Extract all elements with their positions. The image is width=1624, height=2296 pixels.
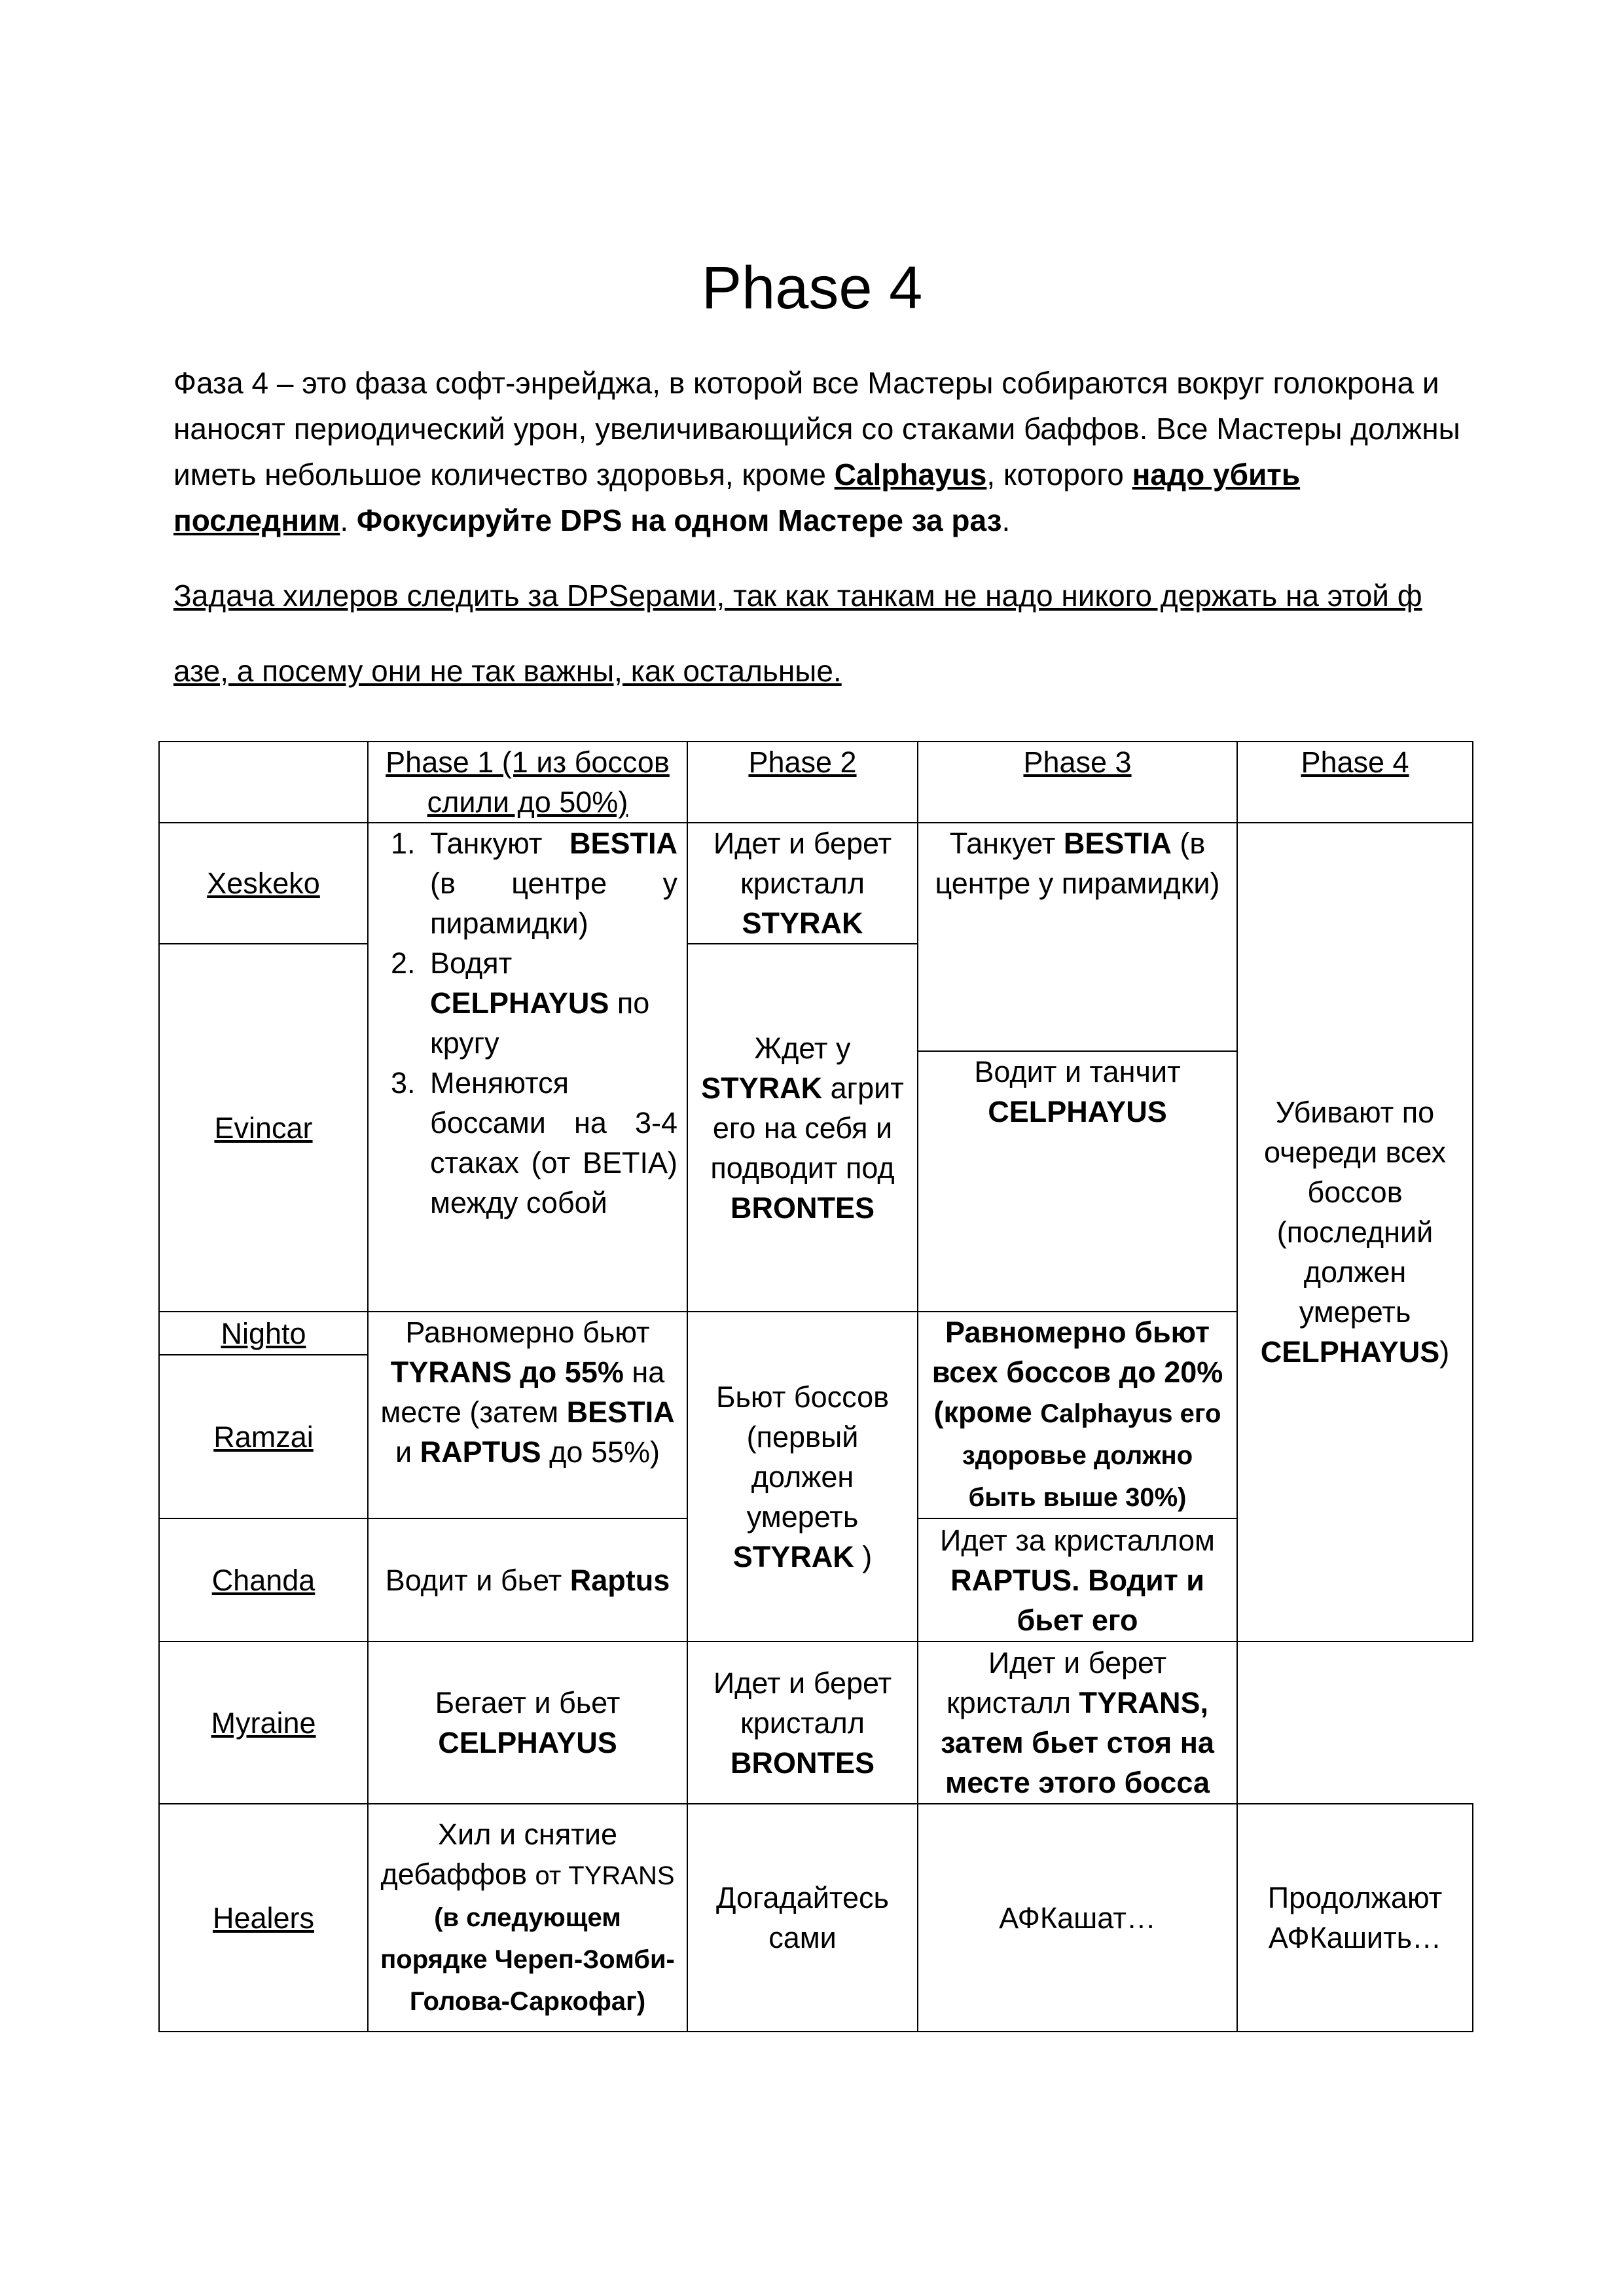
intro-text-1: Фаза 4 – это фаза софт-энрейджа, в которой все Мастеры собираются вокруг голокрона и наносят периодический урон, увеличивающийся со стаками баффов. Все Мастеры должны иметь небольшое количество здоровья, кроме bbox=[173, 366, 1460, 492]
cell-p3-evincar: Водит и танчит CELPHAYUS bbox=[918, 1051, 1237, 1312]
tank-steps-list bbox=[378, 823, 677, 1223]
name-healers: Healers bbox=[159, 1804, 368, 2032]
cell-p2-xeskeko: Идет и берет кристалл STYRAK bbox=[687, 823, 918, 944]
intro-paragraph bbox=[173, 360, 1476, 543]
name-nighto: Nighto bbox=[159, 1312, 368, 1355]
name-chanda: Chanda bbox=[159, 1518, 368, 1641]
cell-p4-healers: Продолжают АФКашить… bbox=[1237, 1804, 1473, 2032]
cell-p3-myraine: Идет и берет кристалл TYRANS, затем бьет стоя на месте этого босса bbox=[918, 1641, 1237, 1804]
table-row-healers bbox=[159, 1804, 1473, 2032]
cell-p2-evincar: Ждет у STYRAK агрит его на себя и подводит под BRONTES bbox=[687, 944, 918, 1312]
cell-p3-dps: Равномерно бьют всех боссов до 20% (кроме Calphayus его здоровье должно быть выше 30%) bbox=[918, 1312, 1237, 1518]
phase-plan-table bbox=[158, 741, 1473, 2032]
cell-p2-myraine: Идет и берет кристалл BRONTES bbox=[687, 1641, 918, 1804]
healer-task-line-2: азе, а посему они не так важны, как остальные. bbox=[173, 654, 842, 688]
intro-text-2: , которого bbox=[986, 457, 1132, 492]
cell-p1-chanda: Водит и бьет Raptus bbox=[368, 1518, 687, 1641]
header-phase-4: Phase 4 bbox=[1237, 742, 1473, 823]
name-myraine: Myraine bbox=[159, 1641, 368, 1804]
intro-text-3: . bbox=[340, 503, 357, 537]
intro-calphayus: Calphayus bbox=[834, 457, 987, 492]
cell-p1-healers: Хил и снятие дебаффов от TYRANS (в следующем порядке Череп-Зомби-Голова-Саркофаг) bbox=[368, 1804, 687, 2032]
intro-kill-last: надо убить последним bbox=[173, 457, 1301, 537]
cell-p3-healers: АФКашат… bbox=[918, 1804, 1237, 2032]
header-phase-1: Phase 1 (1 из боссов слили до 50%) bbox=[368, 742, 687, 823]
tank-step-3: 3. Меняются боссами на 3-4 стаках (от BETIA) между собой bbox=[424, 1063, 677, 1223]
name-ramzai: Ramzai bbox=[159, 1355, 368, 1518]
table-header-row bbox=[159, 742, 1473, 823]
table-row-myraine bbox=[159, 1641, 1473, 1804]
cell-p1-myraine: Бегает и бьет CELPHAYUS bbox=[368, 1641, 687, 1804]
header-blank bbox=[159, 742, 368, 823]
table-row-xeskeko bbox=[159, 823, 1473, 944]
cell-p1-tanks bbox=[368, 823, 687, 1312]
header-phase-3: Phase 3 bbox=[918, 742, 1237, 823]
tank-step-2: 2. Водят CELPHAYUS по кругу bbox=[424, 943, 677, 1063]
cell-p3-chanda: Идет за кристаллом RAPTUS. Водит и бьет его bbox=[918, 1518, 1237, 1641]
cell-p4-all: Убивают по очереди всех боссов (последний должен умереть CELPHAYUS) bbox=[1237, 823, 1473, 1641]
tank-step-1: 1. Танкуют BESTIA (в центре у пирамидки) bbox=[424, 823, 677, 943]
cell-p3-xeskeko: Танкует BESTIA (в центре у пирамидки) bbox=[918, 823, 1237, 1051]
name-xeskeko: Xeskeko bbox=[159, 823, 368, 944]
cell-p2-healers: Догадайтесь сами bbox=[687, 1804, 918, 2032]
cell-p2-dps: Бьют боссов (первый должен умереть STYRAK ) bbox=[687, 1312, 918, 1641]
intro-text-4: . bbox=[1001, 503, 1011, 537]
healer-task-line-1: Задача хилеров следить за DPSерами, так как танкам не надо никого держать на этой ф bbox=[173, 579, 1422, 613]
header-phase-2: Phase 2 bbox=[687, 742, 918, 823]
page-title: Phase 4 bbox=[701, 255, 923, 321]
intro-focus: Фокусируйте DPS на одном Мастере за раз bbox=[356, 503, 1002, 537]
name-evincar: Evincar bbox=[159, 944, 368, 1312]
cell-p1-dps: Равномерно бьют TYRANS до 55% на месте (затем BESTIA и RAPTUS до 55%) bbox=[368, 1312, 687, 1518]
